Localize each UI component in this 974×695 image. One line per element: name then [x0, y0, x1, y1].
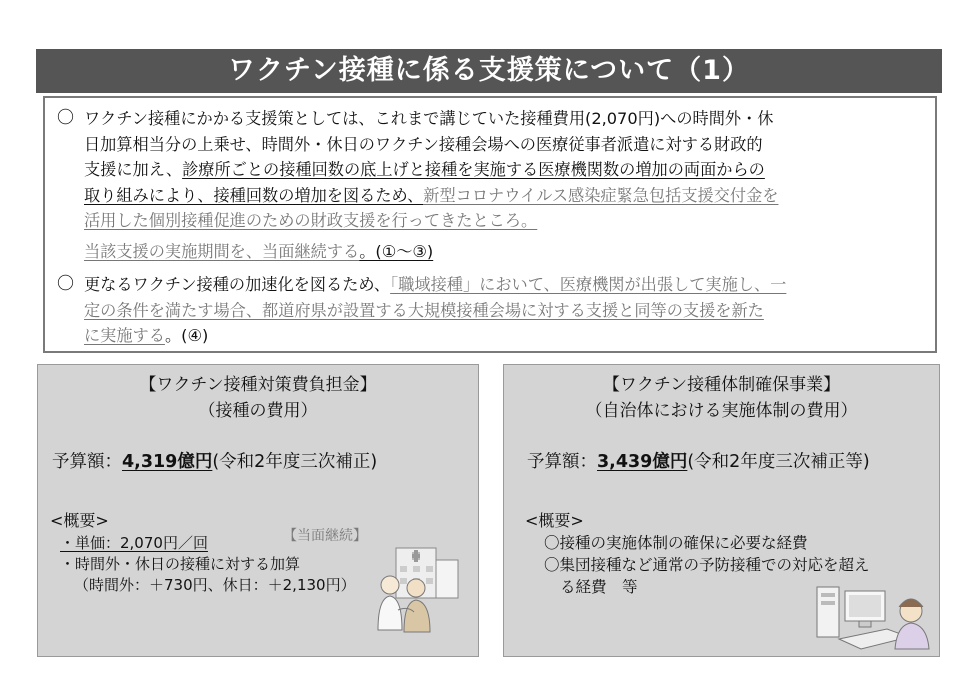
continuation-badge: 【当面継続】	[283, 528, 367, 544]
paragraph-1-text: ワクチン接種にかかる支援策としては、これまで講じていた接種費用(2,070円)への時間外・休 日加算相当分の上乗せ、時間外・休日のワクチン接種会場への医療従事者派遣に対する財政的 支援に加え、診療所ごとの接種回数の底上げと接種を実施する医療機関数の増加の両面からの 取り組みにより、接種回数の増加を図るため、新型コロナウイルス感染症緊急包括支援交付金を 活用した個別接種促進のための財政支援を行ってきたところ。	[84, 109, 779, 230]
office-worker-computer-illustration-icon	[809, 577, 934, 652]
vaccination-system-panel	[503, 364, 940, 657]
panel-title: 【ワクチン接種体制確保事業】	[602, 375, 841, 395]
overtime-addition: ・時間外・休日の接種に対する加算	[60, 555, 301, 573]
overview-heading: <概要>	[50, 511, 109, 530]
overview-item-continued: る経費 等	[560, 578, 638, 596]
panel-subtitle: （接種の費用）	[198, 401, 318, 421]
circle-marker: 〇	[57, 274, 74, 294]
overview-heading: <概要>	[525, 511, 584, 530]
paragraph-1	[57, 106, 927, 234]
overview-item: 〇集団接種など通常の予防接種での対応を超え	[544, 556, 870, 574]
budget-amount: 4,319億円	[122, 452, 213, 472]
paragraph-2-text: 更なるワクチン接種の加速化を図るため、「職域接種」において、医療機関が出張して実施し、一 定の条件を満たす場合、都道府県が設置する大規模接種会場に対する支援と同等の支援を新た に実施する。(④)	[84, 275, 787, 345]
unit-price: ・単価：2,070円／回	[60, 534, 208, 552]
overtime-addition-detail: （時間外：＋730円、休日：＋2,130円）	[74, 576, 356, 594]
page-title: ワクチン接種に係る支援策について（1）	[36, 49, 942, 93]
panel-title: 【ワクチン接種対策費負担金】	[139, 375, 377, 395]
overview-item: 〇接種の実施体制の確保に必要な経費	[544, 534, 808, 552]
summary-box	[43, 96, 937, 353]
vaccine-cost-panel	[37, 364, 479, 657]
budget-amount: 3,439億円	[597, 452, 688, 472]
paragraph-2	[57, 272, 927, 349]
budget-line: 予算額：3,439億円(令和2年度三次補正等)	[527, 452, 870, 472]
circle-marker: 〇	[57, 108, 74, 128]
clinic-staff-illustration-icon	[368, 540, 468, 635]
budget-line: 予算額：4,319億円(令和2年度三次補正)	[52, 452, 378, 472]
continuation-note: 当該支援の実施期間を、当面継続する。(①〜③)	[84, 242, 434, 261]
panel-subtitle: （自治体における実施体制の費用）	[585, 401, 858, 421]
